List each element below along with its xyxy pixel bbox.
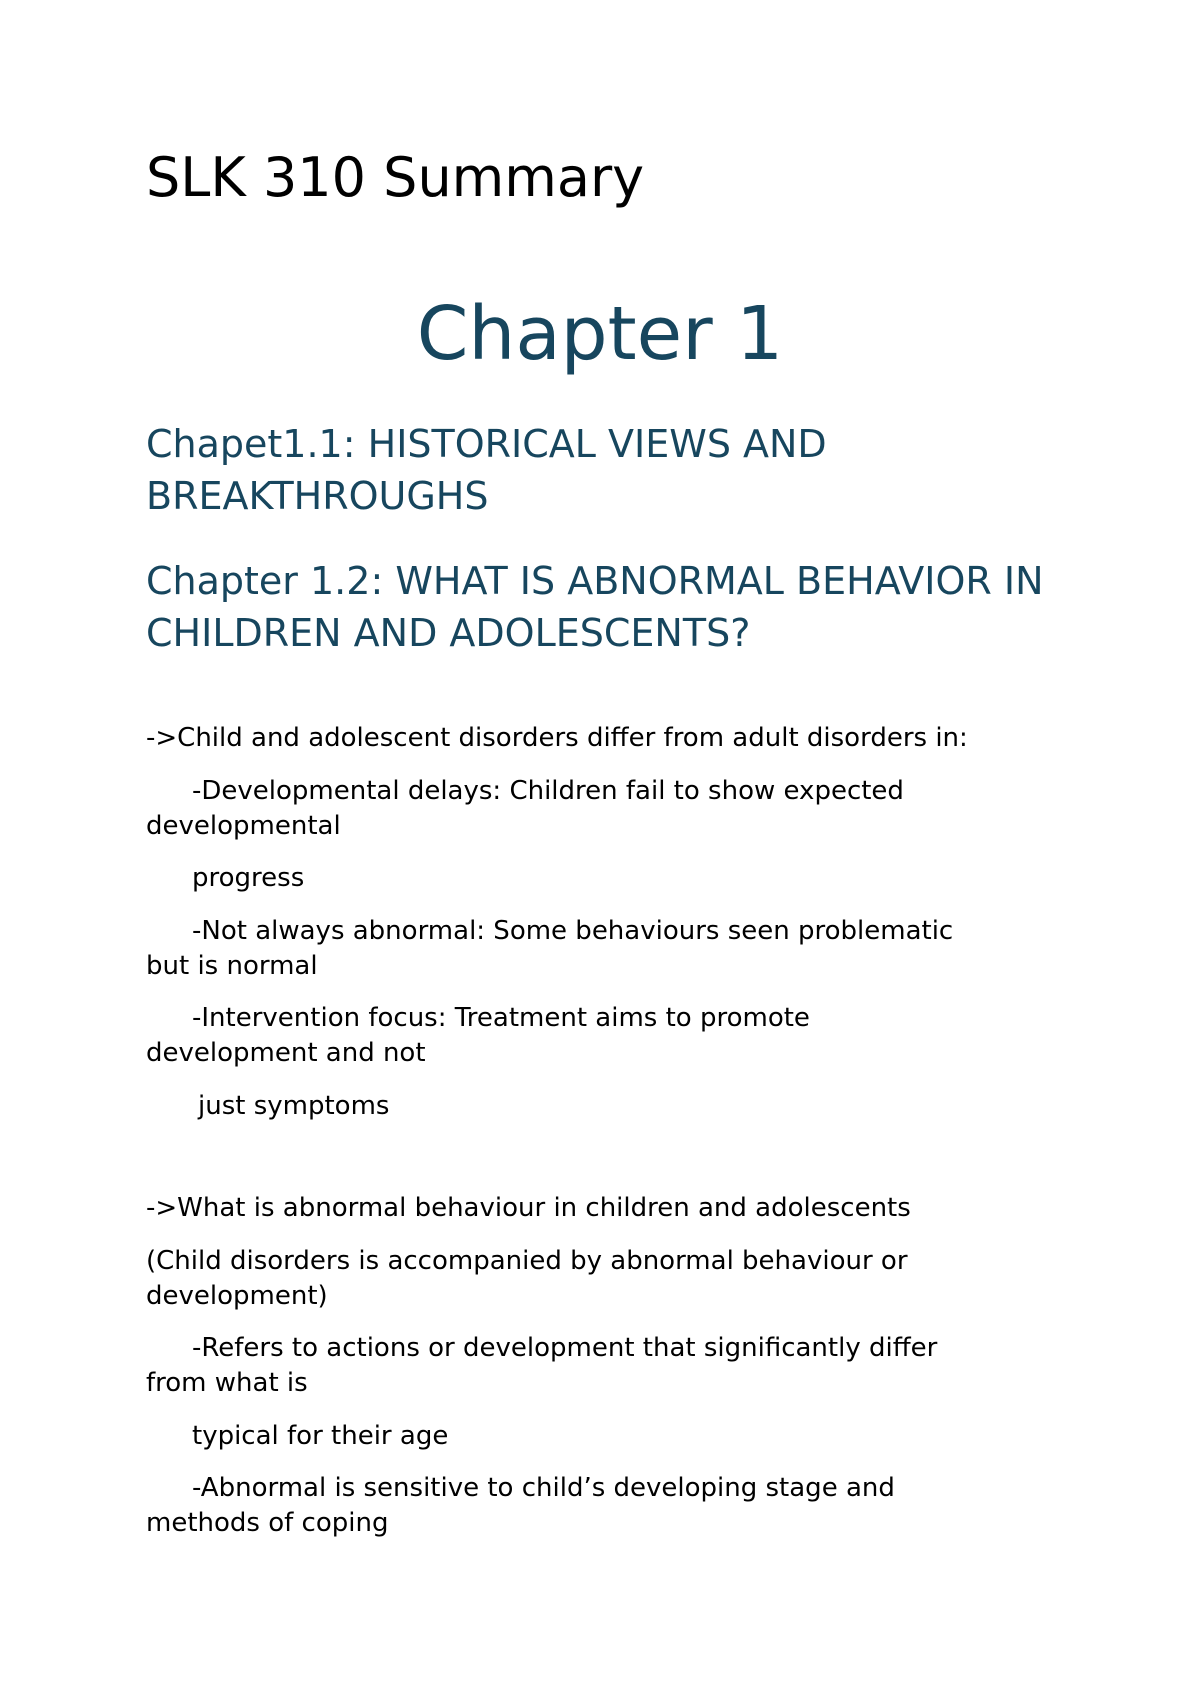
paragraph-line: from what is — [146, 1368, 308, 1398]
paragraph-line: ->What is abnormal behaviour in children and adolescents — [146, 1193, 911, 1223]
paragraph-line: -Refers to actions or development that significantly differ — [192, 1333, 938, 1363]
paragraph-line: progress — [192, 863, 305, 893]
section-heading-1-1: Chapet1.1: HISTORICAL VIEWS AND BREAKTHROUGHS — [146, 422, 827, 518]
paragraph-line: just symptoms — [198, 1091, 390, 1121]
paragraph-line: development) — [146, 1281, 328, 1311]
document-title: SLK 310 Summary — [146, 146, 645, 209]
paragraph-line: ->Child and adolescent disorders differ from adult disorders in: — [146, 723, 968, 753]
paragraph-line: -Developmental delays: Children fail to show expected — [192, 776, 904, 806]
paragraph-line: developmental — [146, 811, 341, 841]
paragraph-line: (Child disorders is accompanied by abnormal behaviour or — [146, 1246, 908, 1276]
paragraph-line: -Not always abnormal: Some behaviours seen problematic — [192, 916, 954, 946]
paragraph-line: -Intervention focus: Treatment aims to promote — [192, 1003, 810, 1033]
paragraph-line: typical for their age — [192, 1421, 449, 1451]
paragraph-line: methods of coping — [146, 1508, 389, 1538]
chapter-title: Chapter 1 — [416, 291, 784, 377]
paragraph-line: -Abnormal is sensitive to child’s developing stage and — [192, 1473, 895, 1503]
section-heading-1-2: Chapter 1.2: WHAT IS ABNORMAL BEHAVIOR IN CHILDREN AND ADOLESCENTS? — [146, 559, 1044, 655]
paragraph-line: but is normal — [146, 951, 318, 981]
paragraph-line: development and not — [146, 1038, 426, 1068]
